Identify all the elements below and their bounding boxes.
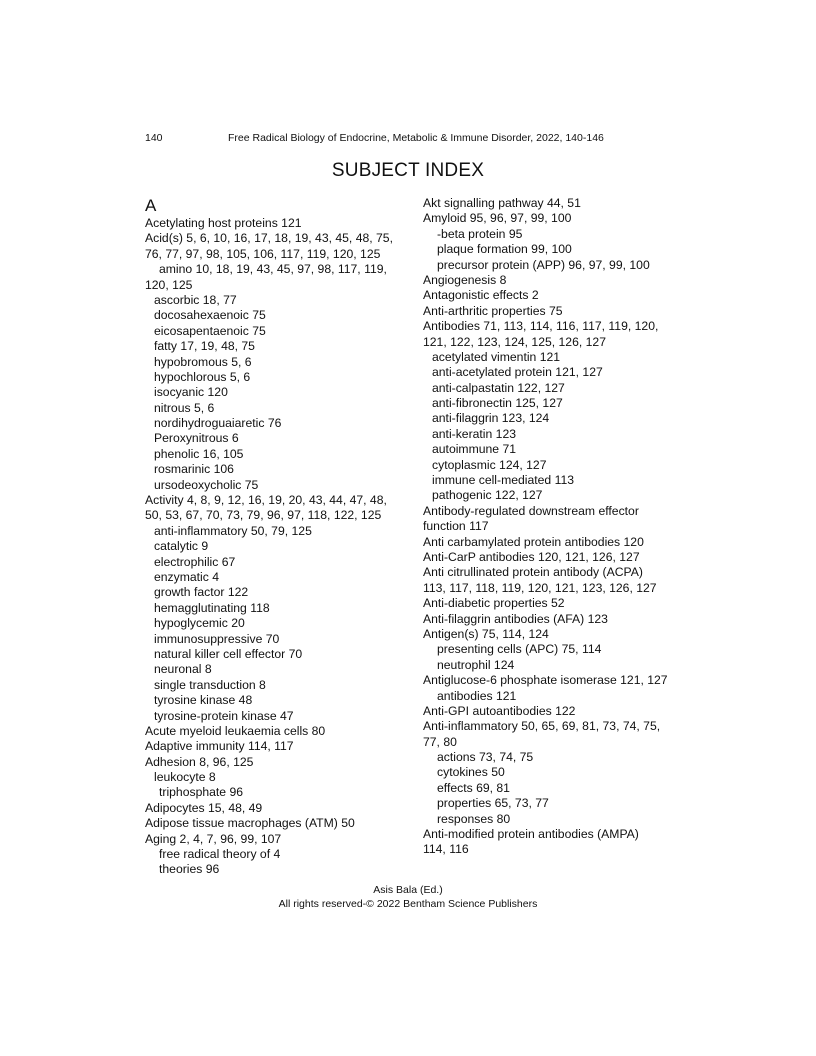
index-subentry: ascorbic 18, 77 bbox=[154, 292, 237, 307]
index-entry: Anti-CarP antibodies 120, 121, 126, 127 bbox=[423, 549, 640, 564]
index-subentry: hemagglutinating 118 bbox=[154, 600, 270, 615]
index-entry: Acute myeloid leukaemia cells 80 bbox=[145, 723, 326, 738]
index-entry: 120, 125 bbox=[145, 277, 193, 292]
index-entry: Adipocytes 15, 48, 49 bbox=[145, 800, 263, 815]
index-entry: Antibodies 71, 113, 114, 116, 117, 119, 120, bbox=[423, 319, 659, 334]
index-subentry: growth factor 122 bbox=[154, 585, 249, 600]
index-subentry: amino 10, 18, 19, 43, 45, 97, 98, 117, 119, bbox=[159, 262, 387, 277]
index-entry: Antagonistic effects 2 bbox=[423, 288, 539, 303]
footer-editor: Asis Bala (Ed.) bbox=[373, 884, 443, 896]
index-entry: Anti-diabetic properties 52 bbox=[423, 596, 565, 611]
index-subentry: cytoplasmic 124, 127 bbox=[432, 457, 547, 472]
index-subentry: fatty 17, 19, 48, 75 bbox=[154, 339, 255, 354]
index-subentry: immunosuppressive 70 bbox=[154, 631, 280, 646]
index-column-left bbox=[145, 196, 415, 878]
index-subentry: precursor protein (APP) 96, 97, 99, 100 bbox=[437, 257, 650, 272]
index-subentry: single transduction 8 bbox=[154, 677, 266, 692]
index-entry: 114, 116 bbox=[423, 842, 469, 857]
index-subentry: enzymatic 4 bbox=[154, 569, 220, 584]
index-entry: Adipose tissue macrophages (ATM) 50 bbox=[145, 816, 355, 831]
index-entry: function 117 bbox=[423, 519, 489, 534]
index-entry: Adhesion 8, 96, 125 bbox=[145, 754, 254, 769]
index-subentry: presenting cells (APC) 75, 114 bbox=[437, 642, 602, 657]
index-subentry: plaque formation 99, 100 bbox=[437, 242, 572, 257]
index-subentry: electrophilic 67 bbox=[154, 554, 236, 569]
index-entry: Amyloid 95, 96, 97, 99, 100 bbox=[423, 211, 572, 226]
index-subentry: eicosapentaenoic 75 bbox=[154, 323, 266, 338]
page-number: 140 bbox=[145, 132, 163, 144]
index-subentry: natural killer cell effector 70 bbox=[154, 646, 303, 661]
index-subentry: cytokines 50 bbox=[437, 765, 505, 780]
index-subentry: hypochlorous 5, 6 bbox=[154, 369, 251, 384]
index-subentry: antibodies 121 bbox=[437, 688, 517, 703]
index-subentry: isocyanic 120 bbox=[154, 385, 228, 400]
index-entry: Adaptive immunity 114, 117 bbox=[145, 739, 294, 754]
index-subentry: tyrosine kinase 48 bbox=[154, 693, 253, 708]
index-subentry: ursodeoxycholic 75 bbox=[154, 477, 259, 492]
index-subentry: properties 65, 73, 77 bbox=[437, 796, 549, 811]
index-entry: 50, 53, 67, 70, 73, 79, 96, 97, 118, 122, 125 bbox=[145, 508, 382, 523]
index-subentry: Peroxynitrous 6 bbox=[154, 431, 239, 446]
index-subentry: theories 96 bbox=[159, 862, 220, 877]
index-subentry: immune cell-mediated 113 bbox=[432, 473, 575, 488]
index-subentry: effects 69, 81 bbox=[437, 780, 510, 795]
index-subentry: free radical theory of 4 bbox=[159, 847, 281, 862]
index-entry: Anti carbamylated protein antibodies 120 bbox=[423, 534, 644, 549]
index-entry: Antibody-regulated downstream effector bbox=[423, 503, 639, 518]
index-entry: Acetylating host proteins 121 bbox=[145, 216, 302, 230]
index-subentry: hypoglycemic 20 bbox=[154, 616, 245, 631]
index-subentry: anti-filaggrin 123, 124 bbox=[432, 411, 550, 426]
index-subentry: neuronal 8 bbox=[154, 662, 212, 677]
index-column-right bbox=[423, 196, 713, 858]
index-subentry: phenolic 16, 105 bbox=[154, 446, 244, 461]
index-subentry: hypobromous 5, 6 bbox=[154, 354, 252, 369]
index-entry: Activity 4, 8, 9, 12, 16, 19, 20, 43, 44, 47, 48, bbox=[145, 493, 387, 508]
index-letter-heading: A bbox=[145, 196, 157, 215]
index-subentry: anti-fibronectin 125, 127 bbox=[432, 396, 563, 411]
index-subentry: anti-keratin 123 bbox=[432, 426, 517, 441]
index-subentry: pathogenic 122, 127 bbox=[432, 488, 543, 503]
index-subentry: rosmarinic 106 bbox=[154, 462, 234, 477]
index-subentry: docosahexaenoic 75 bbox=[154, 308, 266, 323]
index-entry: Antiglucose-6 phosphate isomerase 121, 127 bbox=[423, 673, 668, 688]
index-entry: Anti-modified protein antibodies (AMPA) bbox=[423, 827, 639, 842]
index-subentry: anti-inflammatory 50, 79, 125 bbox=[154, 523, 312, 538]
index-subentry: neutrophil 124 bbox=[437, 657, 515, 672]
index-entry: Anti-arthritic properties 75 bbox=[423, 303, 563, 318]
index-entry: 76, 77, 97, 98, 105, 106, 117, 119, 120, 125 bbox=[145, 246, 381, 261]
footer-rights: All rights reserved-© 2022 Bentham Science Publishers bbox=[278, 898, 538, 910]
index-entry: 121, 122, 123, 124, 125, 126, 127 bbox=[423, 334, 606, 349]
index-entry: 77, 80 bbox=[423, 734, 457, 749]
index-subentry: nitrous 5, 6 bbox=[154, 400, 215, 415]
index-subentry: anti-calpastatin 122, 127 bbox=[432, 380, 565, 395]
index-entry: Anti-GPI autoantibodies 122 bbox=[423, 703, 576, 718]
index-entry: Anti citrullinated protein antibody (ACPA) bbox=[423, 565, 643, 580]
index-subentry: catalytic 9 bbox=[154, 539, 209, 554]
index-subentry: acetylated vimentin 121 bbox=[432, 349, 561, 364]
index-entry: Angiogenesis 8 bbox=[423, 272, 507, 287]
index-entry: Anti-inflammatory 50, 65, 69, 81, 73, 74, 75, bbox=[423, 719, 661, 734]
index-subentry: tyrosine-protein kinase 47 bbox=[154, 708, 294, 723]
index-entry: Acid(s) 5, 6, 10, 16, 17, 18, 19, 43, 45, 48, 75, bbox=[145, 231, 393, 246]
index-entry: 113, 117, 118, 119, 120, 121, 123, 126, 127 bbox=[423, 580, 657, 595]
page-title: SUBJECT INDEX bbox=[331, 160, 485, 181]
index-entry: Aging 2, 4, 7, 96, 99, 107 bbox=[145, 831, 282, 846]
running-header: Free Radical Biology of Endocrine, Metabolic & Immune Disorder, 2022, 140-146 bbox=[228, 132, 604, 144]
index-entry: Anti-filaggrin antibodies (AFA) 123 bbox=[423, 611, 608, 626]
index-subentry: autoimmune 71 bbox=[432, 442, 517, 457]
index-subentry: responses 80 bbox=[437, 811, 511, 826]
index-entry: Akt signalling pathway 44, 51 bbox=[423, 196, 581, 210]
index-entry: Antigen(s) 75, 114, 124 bbox=[423, 626, 549, 641]
index-subentry: triphosphate 96 bbox=[159, 785, 244, 800]
index-subentry: nordihydroguaiaretic 76 bbox=[154, 416, 282, 431]
index-subentry: leukocyte 8 bbox=[154, 770, 216, 785]
index-subentry: actions 73, 74, 75 bbox=[437, 750, 534, 765]
index-subentry: -beta protein 95 bbox=[437, 226, 523, 241]
index-subentry: anti-acetylated protein 121, 127 bbox=[432, 365, 603, 380]
